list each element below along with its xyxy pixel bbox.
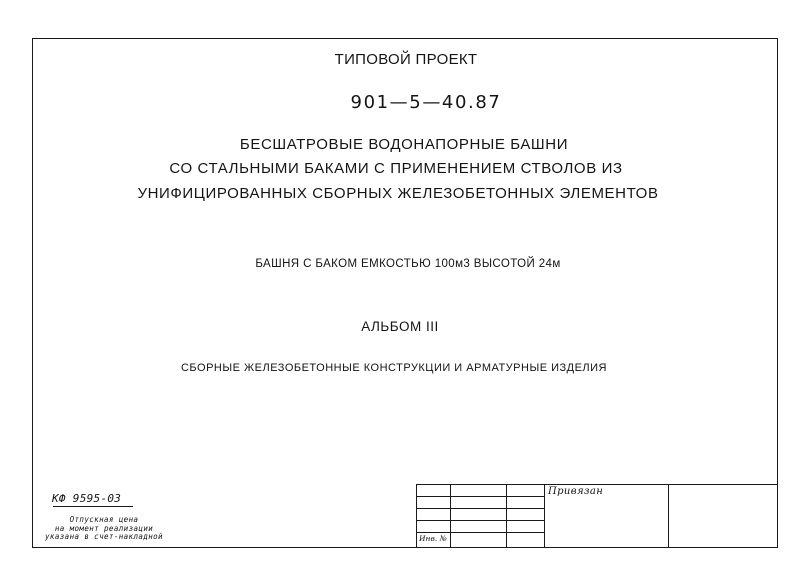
tower-subtitle: БАШНЯ С БАКОМ ЕМКОСТЬЮ 100м3 ВЫСОТОЙ 24м <box>255 258 561 270</box>
album-description: СБОРНЫЕ ЖЕЛЕЗОБЕТОННЫЕ КОНСТРУКЦИИ И АРМАТУРНЫЕ ИЗДЕЛИЯ <box>180 362 607 374</box>
stamp-vline <box>416 484 417 548</box>
approval-stamp-table <box>416 484 778 548</box>
stamp-vline <box>506 484 507 548</box>
album-label: АЛЬБОМ III <box>361 319 439 334</box>
stamp-hline <box>416 520 544 521</box>
project-number: 901—5—40.87 <box>350 92 502 113</box>
price-note-line-1: Отпускная цена <box>69 515 139 524</box>
stamp-vline <box>668 484 669 548</box>
title-line-1: БЕСШАТРОВЫЕ ВОДОНАПОРНЫЕ БАШНИ <box>239 136 569 153</box>
stamp-hline <box>416 532 544 533</box>
binding-label: Привязан <box>548 486 604 497</box>
catalog-code: КФ 9595-03 <box>52 492 122 505</box>
inventory-number-label: Инв. № <box>419 534 447 543</box>
stamp-hline <box>416 496 544 497</box>
catalog-code-underline <box>53 506 133 507</box>
price-note-line-2: на момент реализации <box>54 523 154 533</box>
drawing-frame <box>32 38 778 548</box>
stamp-vline <box>450 484 451 548</box>
title-line-2: СО СТАЛЬНЫМИ БАКАМИ С ПРИМЕНЕНИЕМ СТВОЛОВ ИЗ <box>169 160 623 177</box>
series-label: ТИПОВОЙ ПРОЕКТ <box>334 51 478 68</box>
stamp-hline <box>416 484 778 485</box>
price-note <box>38 516 170 542</box>
stamp-vline <box>544 484 545 548</box>
title-line-3: УНИФИЦИРОВАННЫХ СБОРНЫХ ЖЕЛЕЗОБЕТОННЫХ ЭЛЕМЕНТОВ <box>137 185 659 202</box>
price-note-line-3: указана в счет-накладной <box>45 532 163 542</box>
stamp-hline <box>416 508 544 509</box>
